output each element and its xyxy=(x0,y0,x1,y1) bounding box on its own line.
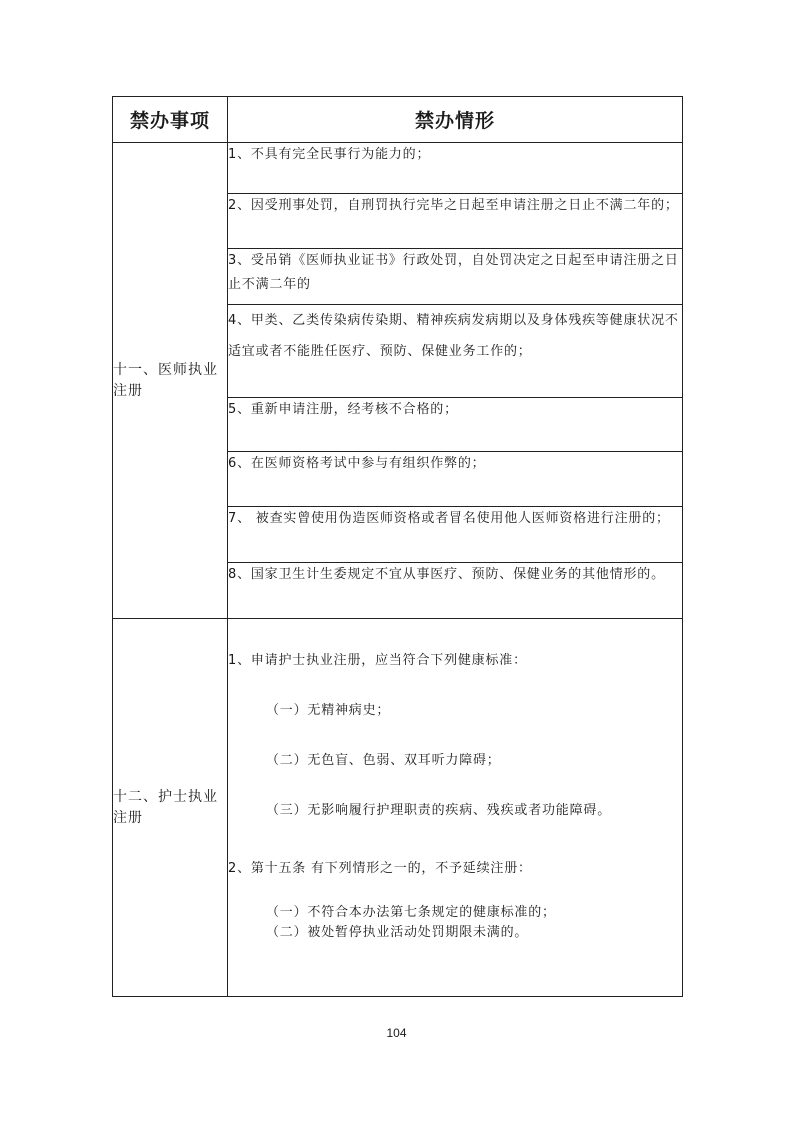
header-prohibited-matter: 禁办事项 xyxy=(113,97,228,143)
category-physician-registration: 十一、医师执业注册 xyxy=(113,143,228,619)
table-header-row xyxy=(113,97,683,143)
health-standard-item: （二）无色盲、色弱、双耳听力障碍； xyxy=(266,753,501,768)
health-standard-item: （一）无精神病史； xyxy=(266,703,391,718)
circumstance-item: 7、 被查实曾使用伪造医师资格或者冒名使用他人医师资格进行注册的； xyxy=(228,507,683,563)
circumstance-item: 8、国家卫生计生委规定不宜从事医疗、预防、保健业务的其他情形的。 xyxy=(228,563,683,619)
table-row xyxy=(113,619,683,997)
category-nurse-registration: 十二、护士执业注册 xyxy=(113,619,228,997)
circumstance-item: 2、因受刑事处罚，自刑罚执行完毕之日起至申请注册之日止不满二年的； xyxy=(228,194,683,249)
circumstance-item: 5、重新申请注册，经考核不合格的； xyxy=(228,398,683,452)
page-number: 104 xyxy=(386,1026,407,1040)
renewal-refusal-item: （二）被处暂停执业活动处罚期限未满的。 xyxy=(266,925,529,940)
renewal-refusal-item: （一）不符合本办法第七条规定的健康标准的； xyxy=(266,905,556,920)
circumstance-item: 3、受吊销《医师执业证书》行政处罚，自处罚决定之日起至申请注册之日止不满二年的 xyxy=(228,249,683,305)
nurse-registration-block xyxy=(228,619,683,997)
circumstance-item: 4、甲类、乙类传染病传染期、精神疾病发病期以及身体残疾等健康状况不适宜或者不能胜任医疗、预防、保健业务工作的； xyxy=(228,305,683,398)
table-row xyxy=(113,143,683,194)
health-standard-intro: 1、申请护士执业注册，应当符合下列健康标准： xyxy=(228,653,527,668)
renewal-refusal-intro: 2、第十五条 有下列情形之一的，不予延续注册： xyxy=(228,861,532,876)
circumstance-item: 1、不具有完全民事行为能力的； xyxy=(228,143,683,194)
circumstance-item: 6、在医师资格考试中参与有组织作弊的； xyxy=(228,452,683,507)
health-standard-item: （三）无影响履行护理职责的疾病、残疾或者功能障碍。 xyxy=(266,803,612,818)
prohibited-matters-table xyxy=(112,96,683,997)
header-prohibited-circumstance: 禁办情形 xyxy=(228,97,683,143)
